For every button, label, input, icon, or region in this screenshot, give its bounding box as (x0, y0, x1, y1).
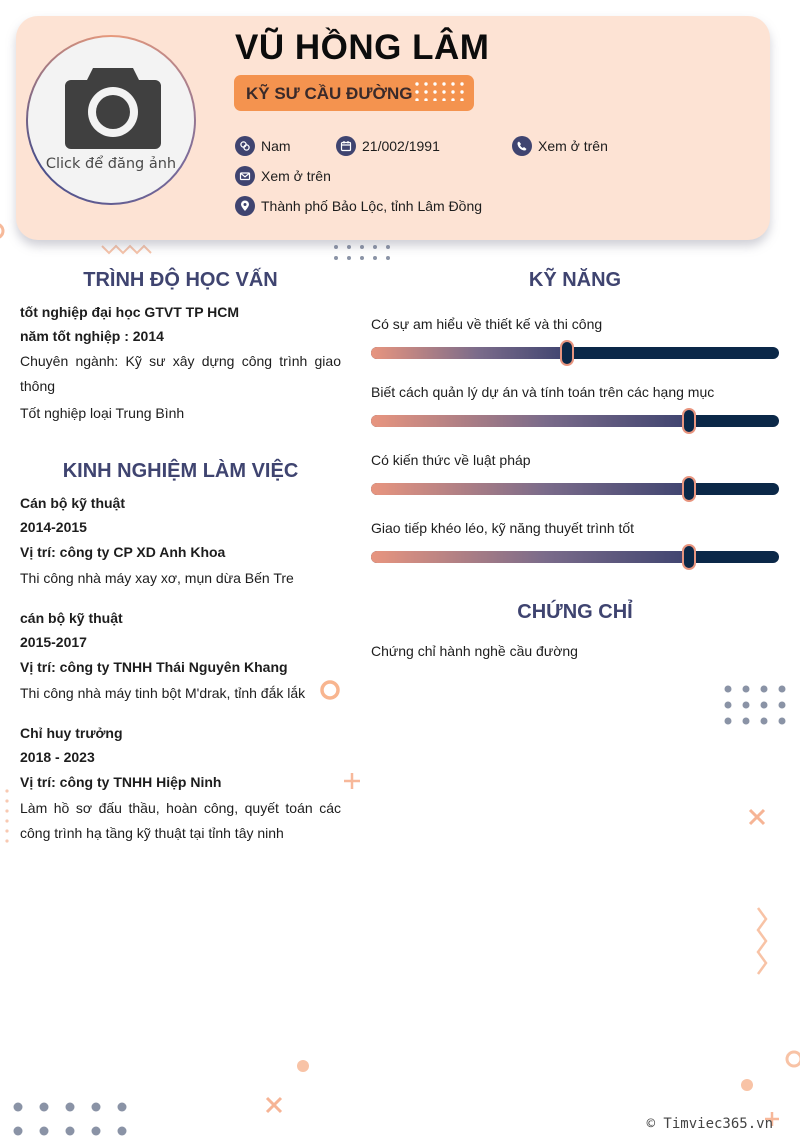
decor-dot-bottom (296, 1059, 310, 1073)
experience-role: cán bộ kỹ thuật (20, 610, 123, 626)
decor-dots-right-mid (722, 684, 790, 728)
experience-heading: KINH NGHIỆM LÀM VIỆC (62, 460, 299, 482)
education-grade: Tốt nghiệp loại Trung Bình (20, 405, 185, 421)
experience-period: 2014-2015 (20, 519, 87, 535)
skill-bar (371, 551, 779, 563)
skill-bar-knob (682, 408, 696, 434)
badge-dots-decor (414, 81, 468, 101)
experience-description: Thi công nhà máy xay xơ, mụn dừa Bến Tre (20, 570, 294, 586)
decor-ring-bottom-right (782, 1048, 800, 1070)
decor-circle-left (0, 220, 12, 242)
decor-dots-vertical-left (4, 788, 10, 848)
experience-company: Vị trí: công ty TNHH Hiệp Ninh (20, 774, 222, 790)
skill-bar-fill (371, 551, 689, 563)
email-value: Xem ở trên (261, 168, 331, 184)
skill-label: Biết cách quản lý dự án và tính toán trên các hạng mục (371, 384, 715, 400)
email-field (235, 166, 331, 186)
skill-bar-fill (371, 415, 689, 427)
education-year: năm tốt nghiệp : 2014 (20, 328, 164, 344)
job-title: KỸ SƯ CẦU ĐƯỜNG (246, 84, 413, 103)
address-field (235, 196, 482, 216)
birthdate-value: 21/002/1991 (362, 138, 440, 154)
gender-field (235, 136, 291, 156)
birthdate-field (336, 136, 440, 156)
address-value: Thành phố Bảo Lộc, tỉnh Lâm Đồng (261, 198, 483, 214)
mail-icon (235, 166, 255, 186)
avatar-prompt: Click để đăng ảnh (45, 156, 177, 172)
decor-x-bottom (263, 1094, 285, 1116)
experience-description: Thi công nhà máy tinh bột M'drak, tỉnh đắk lắk (20, 685, 306, 701)
decor-dot-bottom-right (740, 1078, 754, 1092)
skills-heading: KỸ NĂNG (528, 269, 622, 291)
education-major: Chuyên ngành: Kỹ sư xây dựng công trình giao thông (20, 353, 341, 394)
education-school: tốt nghiệp đại học GTVT TP HCM (20, 304, 240, 320)
decor-plus-mid (342, 771, 362, 791)
experience-company: Vị trí: công ty TNHH Thái Nguyên Khang (20, 659, 288, 675)
skill-bar (371, 347, 779, 359)
skill-bar-knob (682, 476, 696, 502)
skill-label: Có kiến thức về luật pháp (371, 452, 531, 468)
experience-period: 2015-2017 (20, 634, 87, 650)
location-icon (235, 196, 255, 216)
decor-zigzag-right (754, 906, 770, 978)
certificate-item: Chứng chỉ hành nghề cầu đường (371, 643, 578, 659)
skill-bar-knob (560, 340, 574, 366)
skill-bar-knob (682, 544, 696, 570)
gender-value: Nam (261, 138, 291, 154)
phone-value: Xem ở trên (538, 138, 608, 154)
certificates-heading: CHỨNG CHỈ (517, 601, 633, 623)
skill-bar (371, 415, 779, 427)
camera-icon (63, 64, 163, 149)
decor-zigzag-top (100, 242, 155, 256)
experience-company: Vị trí: công ty CP XD Anh Khoa (20, 544, 226, 560)
skill-bar-fill (371, 347, 567, 359)
skill-label: Giao tiếp khéo léo, kỹ năng thuyết trình tốt (371, 520, 635, 536)
experience-period: 2018 - 2023 (20, 749, 95, 765)
experience-role: Cán bộ kỹ thuật (20, 495, 126, 511)
gender-icon (235, 136, 255, 156)
skill-bar-fill (371, 483, 689, 495)
avatar-placeholder[interactable] (28, 37, 194, 203)
skill-label: Có sự am hiểu về thiết kế và thi công (371, 316, 603, 332)
education-heading: TRÌNH ĐỘ HỌC VẤN (83, 269, 278, 291)
avatar-upload[interactable] (26, 35, 196, 205)
experience-role: Chỉ huy trưởng (20, 725, 123, 741)
decor-ring-mid (318, 678, 342, 702)
skill-bar (371, 483, 779, 495)
decor-dots-bottom-left (12, 1100, 132, 1139)
calendar-icon (336, 136, 356, 156)
candidate-name: VŨ HỒNG LÂM (235, 28, 490, 67)
copyright: © Timviec365.vn (646, 1116, 773, 1132)
phone-field (512, 136, 608, 156)
experience-description: Làm hồ sơ đấu thầu, hoàn công, quyết toán các công trình hạ tầng kỹ thuật tại tỉnh tây ninh (20, 800, 341, 841)
decor-x-right (746, 806, 768, 828)
phone-icon (512, 136, 532, 156)
